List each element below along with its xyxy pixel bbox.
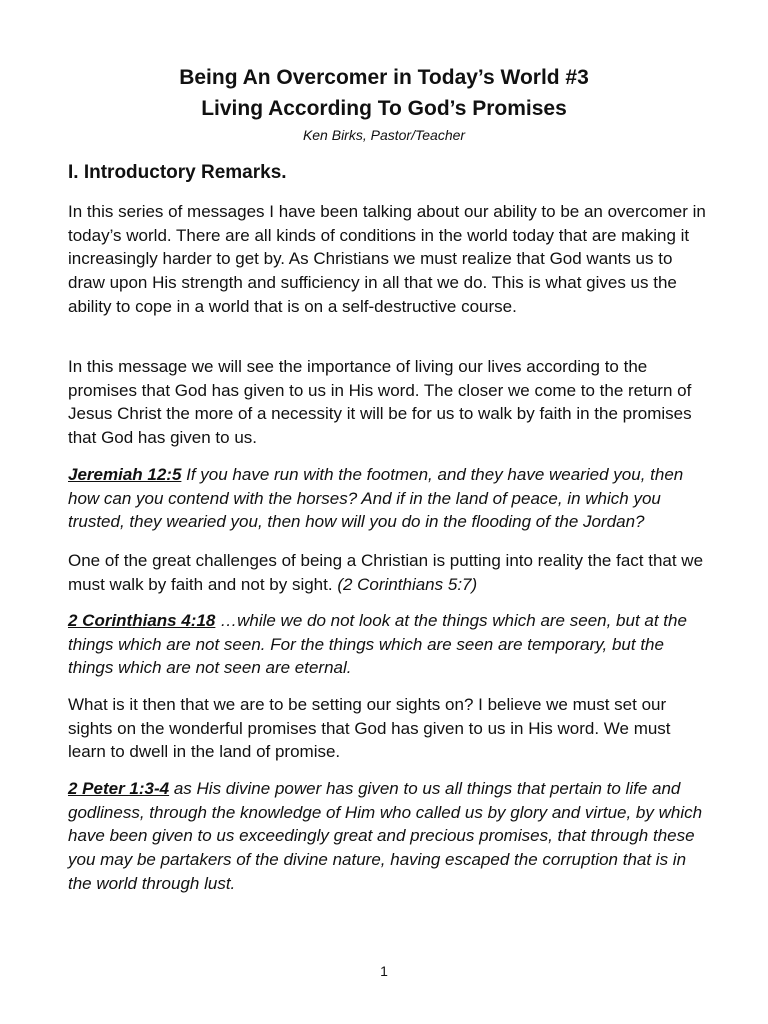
scripture-text: If you have run with the footmen, and they have wearied you, then how can you contend with the horses? And if in the land of peace, in which you trusted, they wearied you, then how will you do in the flooding of the Jordan? bbox=[68, 465, 684, 532]
scripture-jeremiah bbox=[68, 463, 708, 534]
scripture-corinthians bbox=[68, 609, 708, 680]
section-heading: I. Introductory Remarks. bbox=[68, 162, 287, 183]
author-line: Ken Birks, Pastor/Teacher bbox=[302, 127, 466, 143]
scripture-reference: 2 Peter 1:3-4 bbox=[68, 779, 170, 798]
scripture-reference: Jeremiah 12:5 bbox=[68, 465, 182, 484]
scripture-peter bbox=[68, 777, 708, 896]
scripture-text: …while we do not look at the things which are seen, but at the things which are not seen. For the things which are seen are temporary, but the things which are not seen are eternal. bbox=[68, 611, 687, 678]
scripture-reference: 2 Corinthians 4:18 bbox=[68, 611, 216, 630]
page-number: 1 bbox=[380, 963, 388, 979]
document-title: Being An Overcomer in Today’s World #3 bbox=[179, 66, 589, 89]
paragraph-faith bbox=[68, 549, 708, 596]
scripture-citation: (2 Corinthians 5:7) bbox=[337, 574, 478, 594]
paragraph-text: One of the great challenges of being a Christian is putting into reality the fact that we must walk by faith and not by sight. bbox=[68, 551, 704, 594]
document-subtitle: Living According To God’s Promises bbox=[201, 97, 567, 120]
paragraph-sights: What is it then that we are to be setting our sights on? I believe we must set our sights on the wonderful promises that God has given to us in His word. We must learn to dwell in the land of promise. bbox=[68, 695, 671, 762]
paragraph-promises: In this message we will see the importance of living our lives according to the promises that God has given to us in His word. The closer we come to the return of Jesus Christ the more of a necessity it will be for us to walk by faith in the promises that God has given to us. bbox=[68, 357, 692, 448]
paragraph-intro: In this series of messages I have been talking about our ability to be an overcomer in today’s world. There are all kinds of conditions in the world today that are making it increasingly harder to get by. As Christians we must realize that God wants us to draw upon His strength and sufficiency in all that we do. This is what gives us the ability to cope in a world that is on a self-destructive course. bbox=[68, 202, 706, 316]
scripture-text: as His divine power has given to us all things that pertain to life and godliness, through the knowledge of Him who called us by glory and virtue, by which have been given to us exceedingly great and precious promises, that through these you may be partakers of the divine nature, having escaped the corruption that is in the world through lust. bbox=[68, 779, 703, 893]
